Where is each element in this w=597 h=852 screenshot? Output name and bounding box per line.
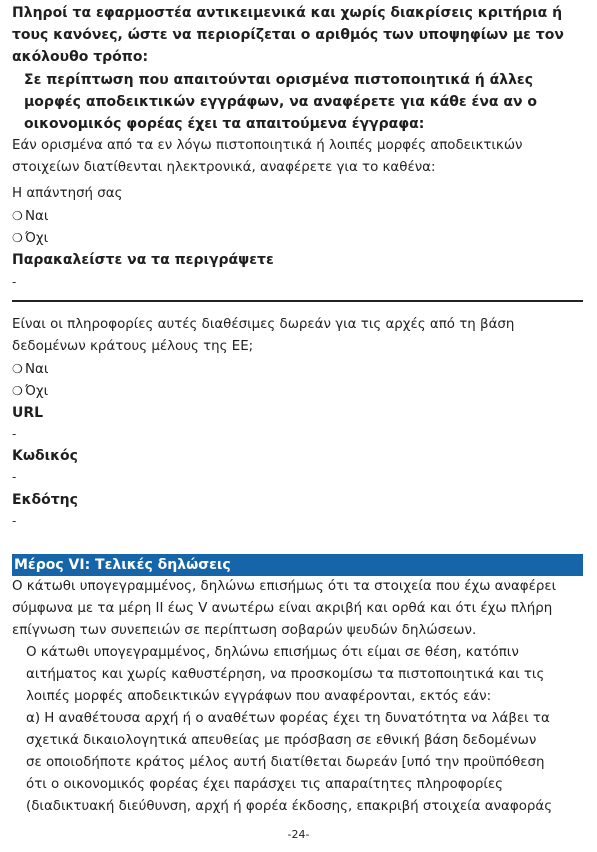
question-title-line: ακόλουθο τρόπο: [12, 49, 149, 65]
question-text-line: δεδομένων κράτους μέλους της ΕΕ; [12, 339, 254, 354]
radio-no-label: Όχι [25, 231, 49, 246]
paragraph-line: Ο κάτωθι υπογεγραμμένος, δηλώνω επισήμως ότι τα στοιχεία που έχω αναφέρει [12, 579, 557, 594]
question-text [12, 135, 523, 179]
question-text-line: στοιχείων διατίθενται ηλεκτρονικά, αναφέρετε για το καθένα: [12, 160, 436, 175]
answer-label: Η απάντησή σας [12, 186, 123, 201]
question-title [12, 2, 564, 68]
url-value: - [12, 427, 17, 441]
radio-no-label: Όχι [25, 384, 49, 399]
question-subtitle-line: μορφές αποδεικτικών εγγράφων, να αναφέρετε για κάθε ένα αν ο [24, 94, 538, 110]
paragraph-line: αιτήματος και χωρίς καθυστέρηση, να προσκομίσω τα πιστοποιητικά και τις [26, 667, 545, 682]
question-text [12, 314, 514, 358]
paragraph-line: (διαδικτυακή διεύθυνση, αρχή ή φορέα έκδοσης, επακριβή στοιχεία αναφοράς [26, 799, 553, 814]
question-subtitle-line: οικονομικός φορέας έχει τα απαιτούμενα έγγραφα: [24, 116, 425, 132]
question-subtitle-line: Σε περίπτωση που απαιτούνται ορισμένα πιστοποιητικά ή άλλες [24, 72, 534, 88]
declaration-paragraph [26, 642, 552, 818]
radio-circle-icon: ❍ [12, 362, 23, 376]
question-subtitle [24, 69, 537, 135]
question-title-line: τους κανόνες, ώστε να περιορίζεται ο αριθμός των υποψηφίων με τον [12, 27, 564, 43]
paragraph-line: Ο κάτωθι υπογεγραμμένος, δηλώνω επισήμως ότι είμαι σε θέση, κατόπιν [26, 645, 519, 660]
radio-no[interactable] [12, 227, 48, 250]
paragraph-line: α) Η αναθέτουσα αρχή ή ο αναθέτων φορέας έχει τη δυνατότητα να λάβει τα [26, 711, 550, 726]
radio-circle-icon: ❍ [12, 209, 23, 223]
radio-no[interactable] [12, 380, 48, 403]
paragraph-line: σχετικά δικαιολογητικά απευθείας με πρόσβαση σε εθνική βάση δεδομένων [26, 733, 537, 748]
issuer-value: - [12, 514, 17, 528]
radio-yes[interactable] [12, 205, 48, 228]
radio-circle-icon: ❍ [12, 384, 23, 398]
url-label: URL [12, 405, 44, 421]
paragraph-line: λοιπές μορφές αποδεικτικών εγγράφων που αναφέρονται, εκτός εάν: [26, 689, 492, 704]
issuer-label: Εκδότης [12, 492, 78, 508]
paragraph-line: σύμφωνα με τα μέρη II έως V ανωτέρω είναι ακριβή και ορθά και ότι έχω πλήρη [12, 601, 553, 616]
declaration-paragraph [12, 576, 556, 642]
divider [12, 300, 583, 302]
radio-yes-label: Ναι [25, 209, 49, 224]
paragraph-line: επίγνωση των συνεπειών σε περίπτωση σοβαρών ψευδών δηλώσεων. [12, 623, 477, 638]
code-label: Κωδικός [12, 448, 78, 464]
describe-label: Παρακαλείστε να τα περιγράψετε [12, 252, 274, 268]
describe-value: - [12, 275, 17, 289]
radio-circle-icon: ❍ [12, 231, 23, 245]
question-text-line: Είναι οι πληροφορίες αυτές διαθέσιμες δωρεάν για τις αρχές από τη βάση [12, 317, 515, 332]
paragraph-line: ότι ο οικονομικός φορέας έχει παράσχει τις απαραίτητες πληροφορίες [26, 777, 503, 792]
section-header: Μέρος VI: Τελικές δηλώσεις [12, 554, 583, 576]
question-text-line: Εάν ορισμένα από τα εν λόγω πιστοποιητικά ή λοιπές μορφές αποδεικτικών [12, 138, 523, 153]
page-number: -24- [287, 828, 310, 841]
paragraph-line: σε οποιοδήποτε κράτος μέλος αυτή διατίθεται δωρεάν [υπό την προϋπόθεση [26, 755, 545, 770]
radio-yes-label: Ναι [25, 362, 49, 377]
radio-yes[interactable] [12, 358, 48, 381]
code-value: - [12, 470, 17, 484]
question-title-line: Πληροί τα εφαρμοστέα αντικειμενικά και χωρίς διακρίσεις κριτήρια ή [12, 5, 563, 21]
